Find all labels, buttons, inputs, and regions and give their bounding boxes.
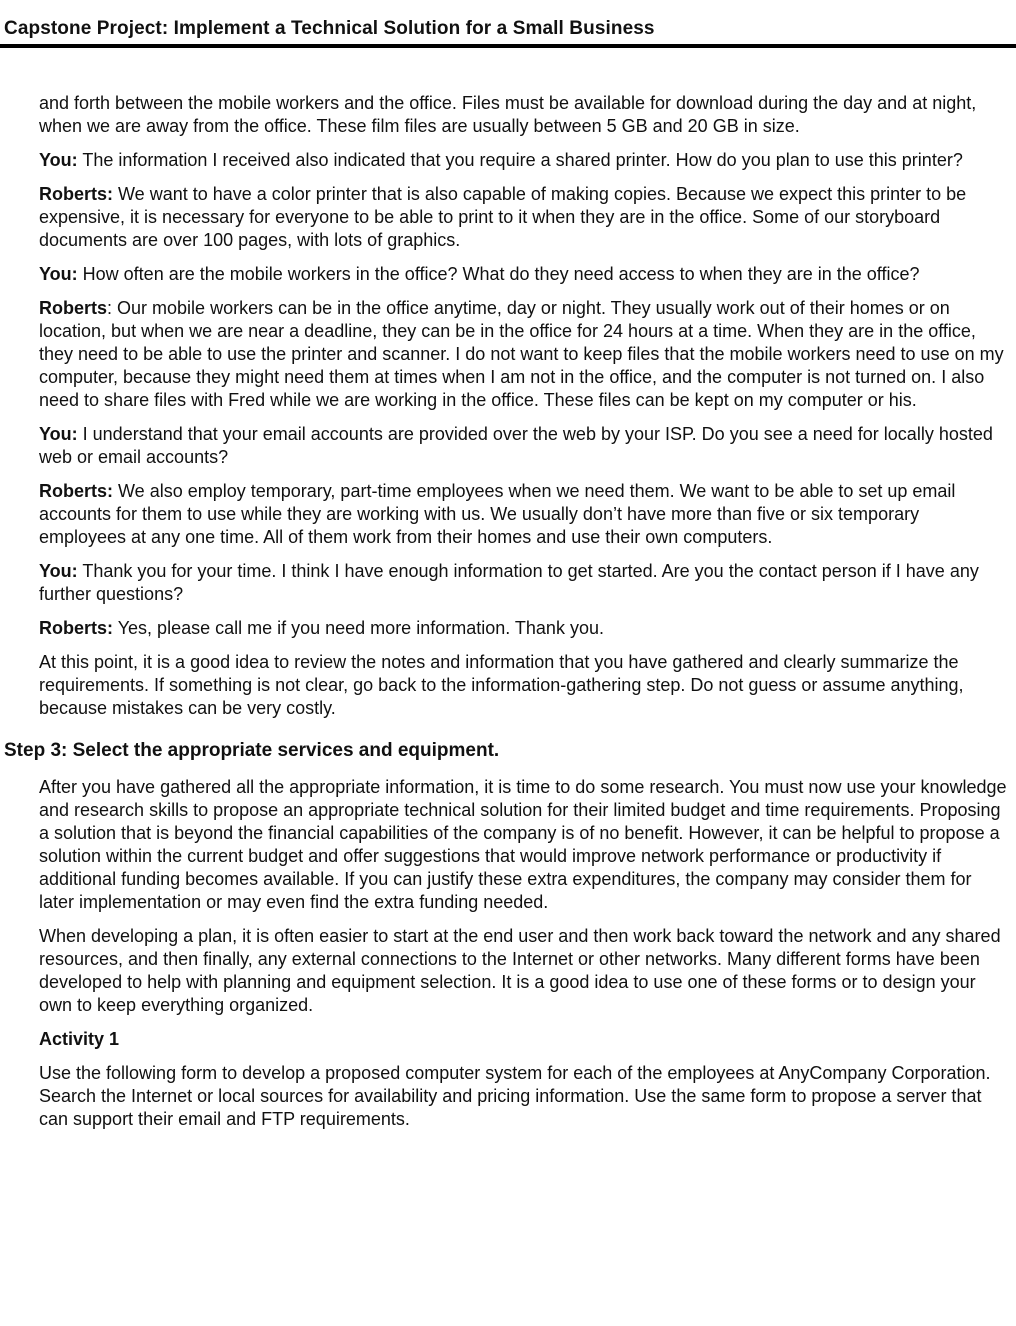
dialogue-line: [39, 183, 1010, 252]
dialogue-text: How often are the mobile workers in the office? What do they need access to when they are in the office?: [77, 264, 920, 284]
dialogue-text: I understand that your email accounts are provided over the web by your ISP. Do you see a need for locally hosted web or email accounts?: [39, 424, 993, 467]
speaker-label: Roberts:: [39, 184, 114, 204]
summary-paragraph: At this point, it is a good idea to review the notes and information that you have gathered and clearly summarize the requirements. If something is not clear, go back to the information-gathering step. Do not guess or assume anything, because mistakes can be very costly.: [39, 652, 964, 718]
dialogue-text: We also employ temporary, part-time employees when we need them. We want to be able to set up email accounts for them to use while they are working with us. We usually don’t have more than five or six temporary employees at any one time. All of them work from their homes and use their own computers.: [39, 481, 956, 547]
dialogue-line: [39, 297, 1010, 412]
dialogue-text: Yes, please call me if you need more information. Thank you.: [113, 618, 604, 638]
activity-1-text: Use the following form to develop a proposed computer system for each of the employees at AnyCompany Corporation. Search the Internet or local sources for availability and pricing information. Use the same form to propose a server that can support their email and FTP requirements.: [39, 1063, 991, 1129]
step-3-heading: Step 3: Select the appropriate services and equipment.: [4, 740, 500, 761]
speaker-label: You:: [39, 561, 78, 581]
speaker-label: You:: [39, 150, 78, 170]
dialogue-continuation: [39, 92, 1010, 138]
speaker-label: Roberts: [39, 298, 108, 318]
dialogue-line: [39, 149, 1010, 172]
dialogue-text: Thank you for your time. I think I have enough information to get started. Are you the contact person if I have any further questions?: [39, 561, 979, 604]
dialogue-line: [39, 560, 1010, 606]
speaker-label: You:: [39, 264, 78, 284]
dialogue-text: and forth between the mobile workers and the office. Files must be available for download during the day and at night, when we are away from the office. These film files are usually between 5 GB and 20 GB in size.: [39, 93, 977, 136]
speaker-label: Roberts:: [39, 481, 114, 501]
step-3-paragraph: After you have gathered all the appropriate information, it is time to do some research. You must now use your knowledge and research skills to propose an appropriate technical solution for their limited budget and time requirements. Proposing a solution that is beyond the financial capabilities of the company is of no benefit. However, it can be helpful to propose a solution within the current budget and offer suggestions that would improve network performance or productivity if additional funding becomes available. If you can justify these extra expenditures, the company may consider them for later implementation or may even find the extra funding needed.: [39, 777, 1007, 912]
activity-1-heading: Activity 1: [39, 1029, 120, 1049]
dialogue-text: Our mobile workers can be in the office anytime, day or night. They usually work out of their homes or on location, but when we are near a deadline, they can be in the office for 24 hours at a time. When they are in the office, they need to be able to use the printer and scanner. I do not want to keep files that the mobile workers need to use on my computer, because they might need them at times when I am not in the office, and the computer is not turned on. I also need to share files with Fred while we are working in the office. These files can be kept on my computer or his.: [39, 298, 1004, 410]
dialogue-line: [39, 423, 1010, 469]
speaker-colon: :: [107, 298, 113, 318]
page-header: [0, 0, 1016, 48]
document-body: [0, 92, 1016, 1142]
dialogue-line: [39, 480, 1010, 549]
dialogue-line: [39, 617, 1010, 640]
dialogue-text: We want to have a color printer that is also capable of making copies. Because we expect this printer to be expensive, it is necessary for everyone to be able to print to it when they are in the office. Some of our storyboard documents are over 100 pages, with lots of graphics.: [39, 184, 967, 250]
dialogue-text: The information I received also indicated that you require a shared printer. How do you plan to use this printer?: [77, 150, 963, 170]
step-3-paragraph: When developing a plan, it is often easier to start at the end user and then work back toward the network and any shared resources, and then finally, any external connections to the Internet or other networks. Many different forms have been developed to help with planning and equipment selection. It is a good idea to use one of these forms or to design your own to keep everything organized.: [39, 926, 1001, 1015]
speaker-label: Roberts:: [39, 618, 114, 638]
document-title: Capstone Project: Implement a Technical Solution for a Small Business: [4, 18, 655, 39]
dialogue-line: [39, 263, 1010, 286]
speaker-label: You:: [39, 424, 78, 444]
